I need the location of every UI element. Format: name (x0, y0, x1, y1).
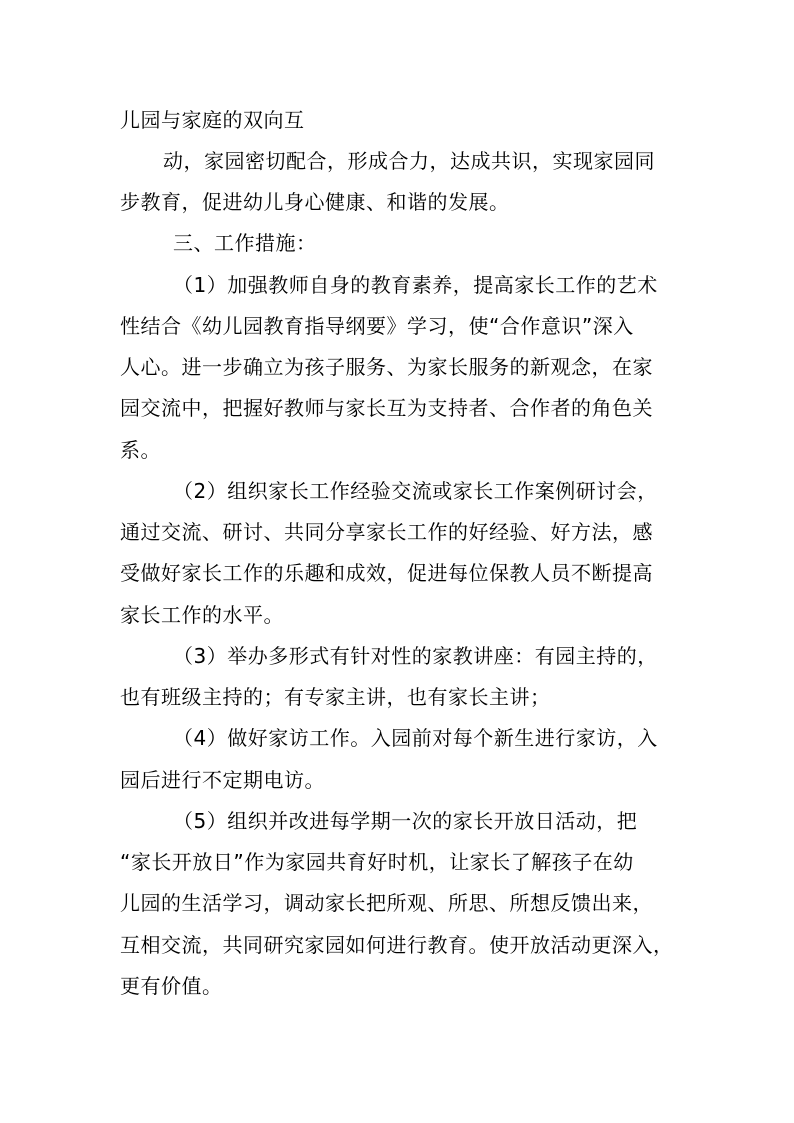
text-line: （2）组织家长工作经验交流或家长工作案例研讨会， (173, 479, 658, 503)
text-line: 互相交流，共同研究家园如何进行教育。使开放活动更深入， (120, 933, 674, 957)
text-line: 受做好家长工作的乐趣和成效，促进每位保教人员不断提高 (120, 561, 653, 585)
text-line: 人心。进一步确立为孩子服务、为家长服务的新观念，在家 (120, 355, 653, 379)
text-line: 通过交流、研讨、共同分享家长工作的好经验、好方法，感 (120, 520, 653, 544)
text-line: 家长工作的水平。 (120, 603, 284, 627)
text-line: （4）做好家访工作。入园前对每个新生进行家访，入 (173, 726, 658, 750)
text-line: （1）加强教师自身的教育素养，提高家长工作的艺术 (173, 273, 658, 297)
text-line: 也有班级主持的；有专家主讲，也有家长主讲； (120, 685, 551, 709)
text-line: 儿园与家庭的双向互 (120, 108, 305, 132)
section-heading: 三、工作措施： (173, 231, 317, 255)
text-line: 儿园的生活学习，调动家长把所观、所思、所想反馈出来， (120, 891, 653, 915)
text-line: 步教育，促进幼儿身心健康、和谐的发展。 (120, 190, 510, 214)
text-line: 系。 (120, 438, 161, 462)
text-line: 更有价值。 (120, 974, 223, 998)
text-line: （5）组织并改进每学期一次的家长开放日活动，把 (173, 809, 638, 833)
text-line: 园交流中，把握好教师与家长互为支持者、合作者的角色关 (120, 396, 653, 420)
text-line: （3）举办多形式有针对性的家教讲座：有园主持的， (173, 644, 658, 668)
text-line: 动，家园密切配合，形成合力，达成共识，实现家园同 (163, 149, 655, 173)
text-line: 园后进行不定期电访。 (120, 768, 325, 792)
text-line: 性结合《幼儿园教育指导纲要》学习，使“合作意识”深入 (120, 314, 634, 338)
text-line: “家长开放日”作为家园共育好时机，让家长了解孩子在幼 (120, 850, 634, 874)
